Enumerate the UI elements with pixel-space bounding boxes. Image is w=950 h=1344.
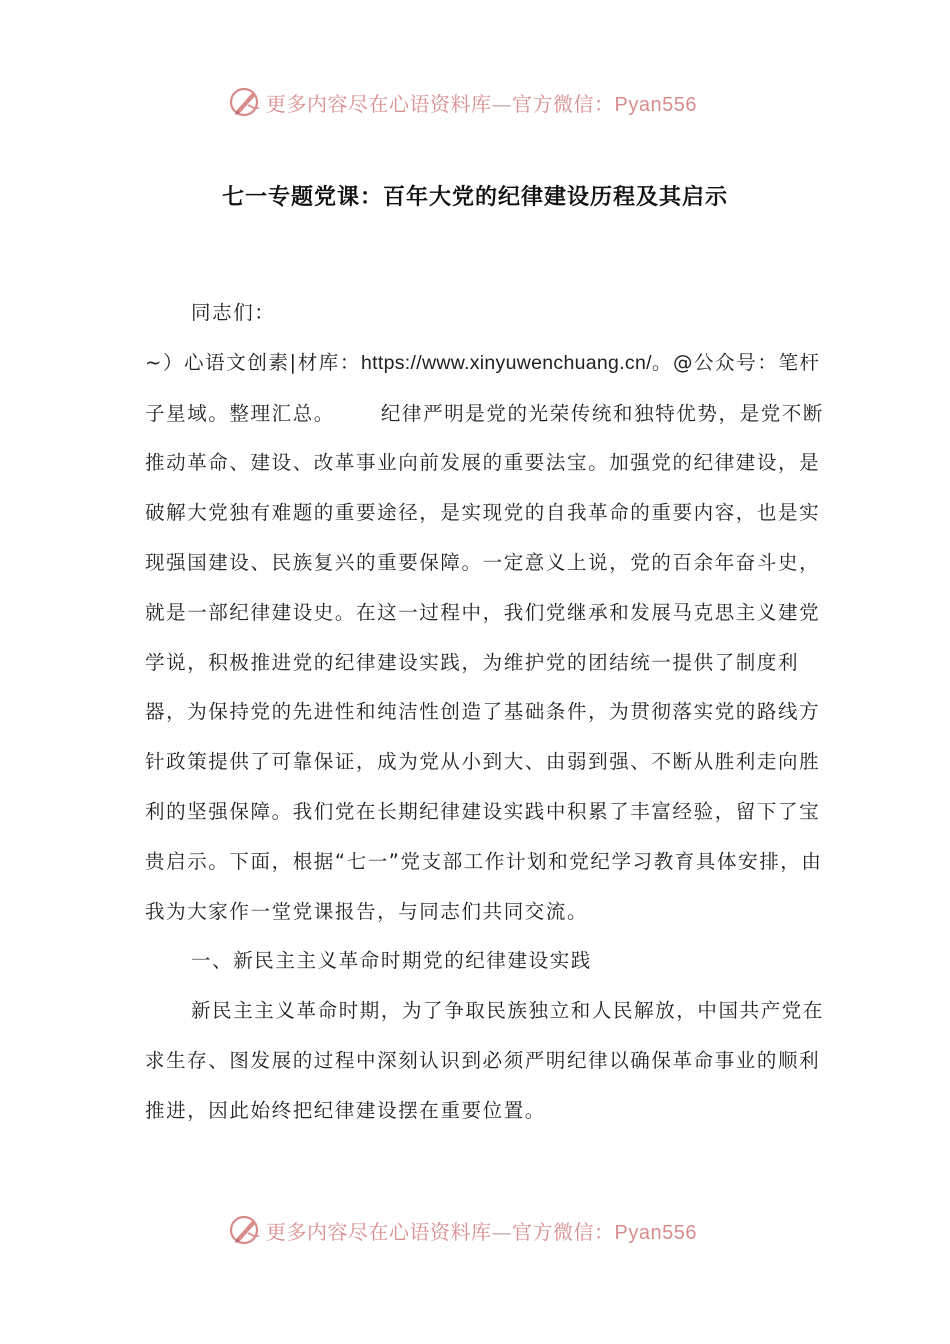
section-heading: 一、新民主主义革命时期党的纪律建设实践 bbox=[191, 949, 592, 973]
paragraph-text: 纪律严明是党的光荣传统和独特优势，是党不断推动革命、建设、改革事业向前发展的重要法宝。加强党的纪律建设，是破解大党独有难题的重要途径，是实现党的自我革命的重要内容，也是实现强国建设、民族复兴的重要保障。一定意义上说，党的百余年奋斗史，就是一部纪律建设史。在这一过程中，我们党继承和发展马克思主义建党学说，积极推进党的纪律建设实践，为维护党的团结统一提供了制度利器，为保持党的先进性和纯洁性创造了基础条件，为贯彻落实党的路线方针政策提供了可靠保证，成为党从小到大、由弱到强、不断从胜利走向胜利的坚强保障。我们党在长期纪律建设实践中积累了丰富经验，留下了宝贵启示。下面，根据“七一”党支部工作计划和党纪学习教育具体安排，由我为大家作一堂党课报告，与同志们共同交流。 bbox=[145, 401, 825, 923]
document-title: 七一专题党课：百年大党的纪律建设历程及其启示 bbox=[221, 185, 728, 210]
watermark-text: 更多内容尽在心语资料库—官方微信：Pyan556 bbox=[266, 1219, 697, 1244]
document-body bbox=[145, 288, 825, 1136]
paragraph: 新民主主义革命时期，为了争取民族独立和人民解放，中国共产党在求生存、图发展的过程中深刻认识到必须严明纪律以确保革命事业的顺利推进，因此始终把纪律建设摆在重要位置。 bbox=[145, 999, 825, 1122]
source-prefix: ~）心语文创素|材库： bbox=[145, 350, 362, 374]
source-url: https://www.xinyuwenchuang.cn/ bbox=[361, 351, 652, 374]
pen-logo-icon bbox=[228, 1213, 262, 1247]
pen-logo-icon bbox=[228, 85, 262, 119]
paragraph bbox=[145, 338, 825, 937]
source-suffix: 。@公众号：笔杆子星域。整理汇总。 bbox=[145, 350, 821, 425]
watermark-text: 更多内容尽在心语资料库—官方微信：Pyan556 bbox=[266, 91, 697, 116]
header-watermark-banner bbox=[0, 82, 950, 122]
footer-watermark-banner bbox=[0, 1210, 950, 1250]
salutation: 同志们： bbox=[191, 301, 276, 324]
